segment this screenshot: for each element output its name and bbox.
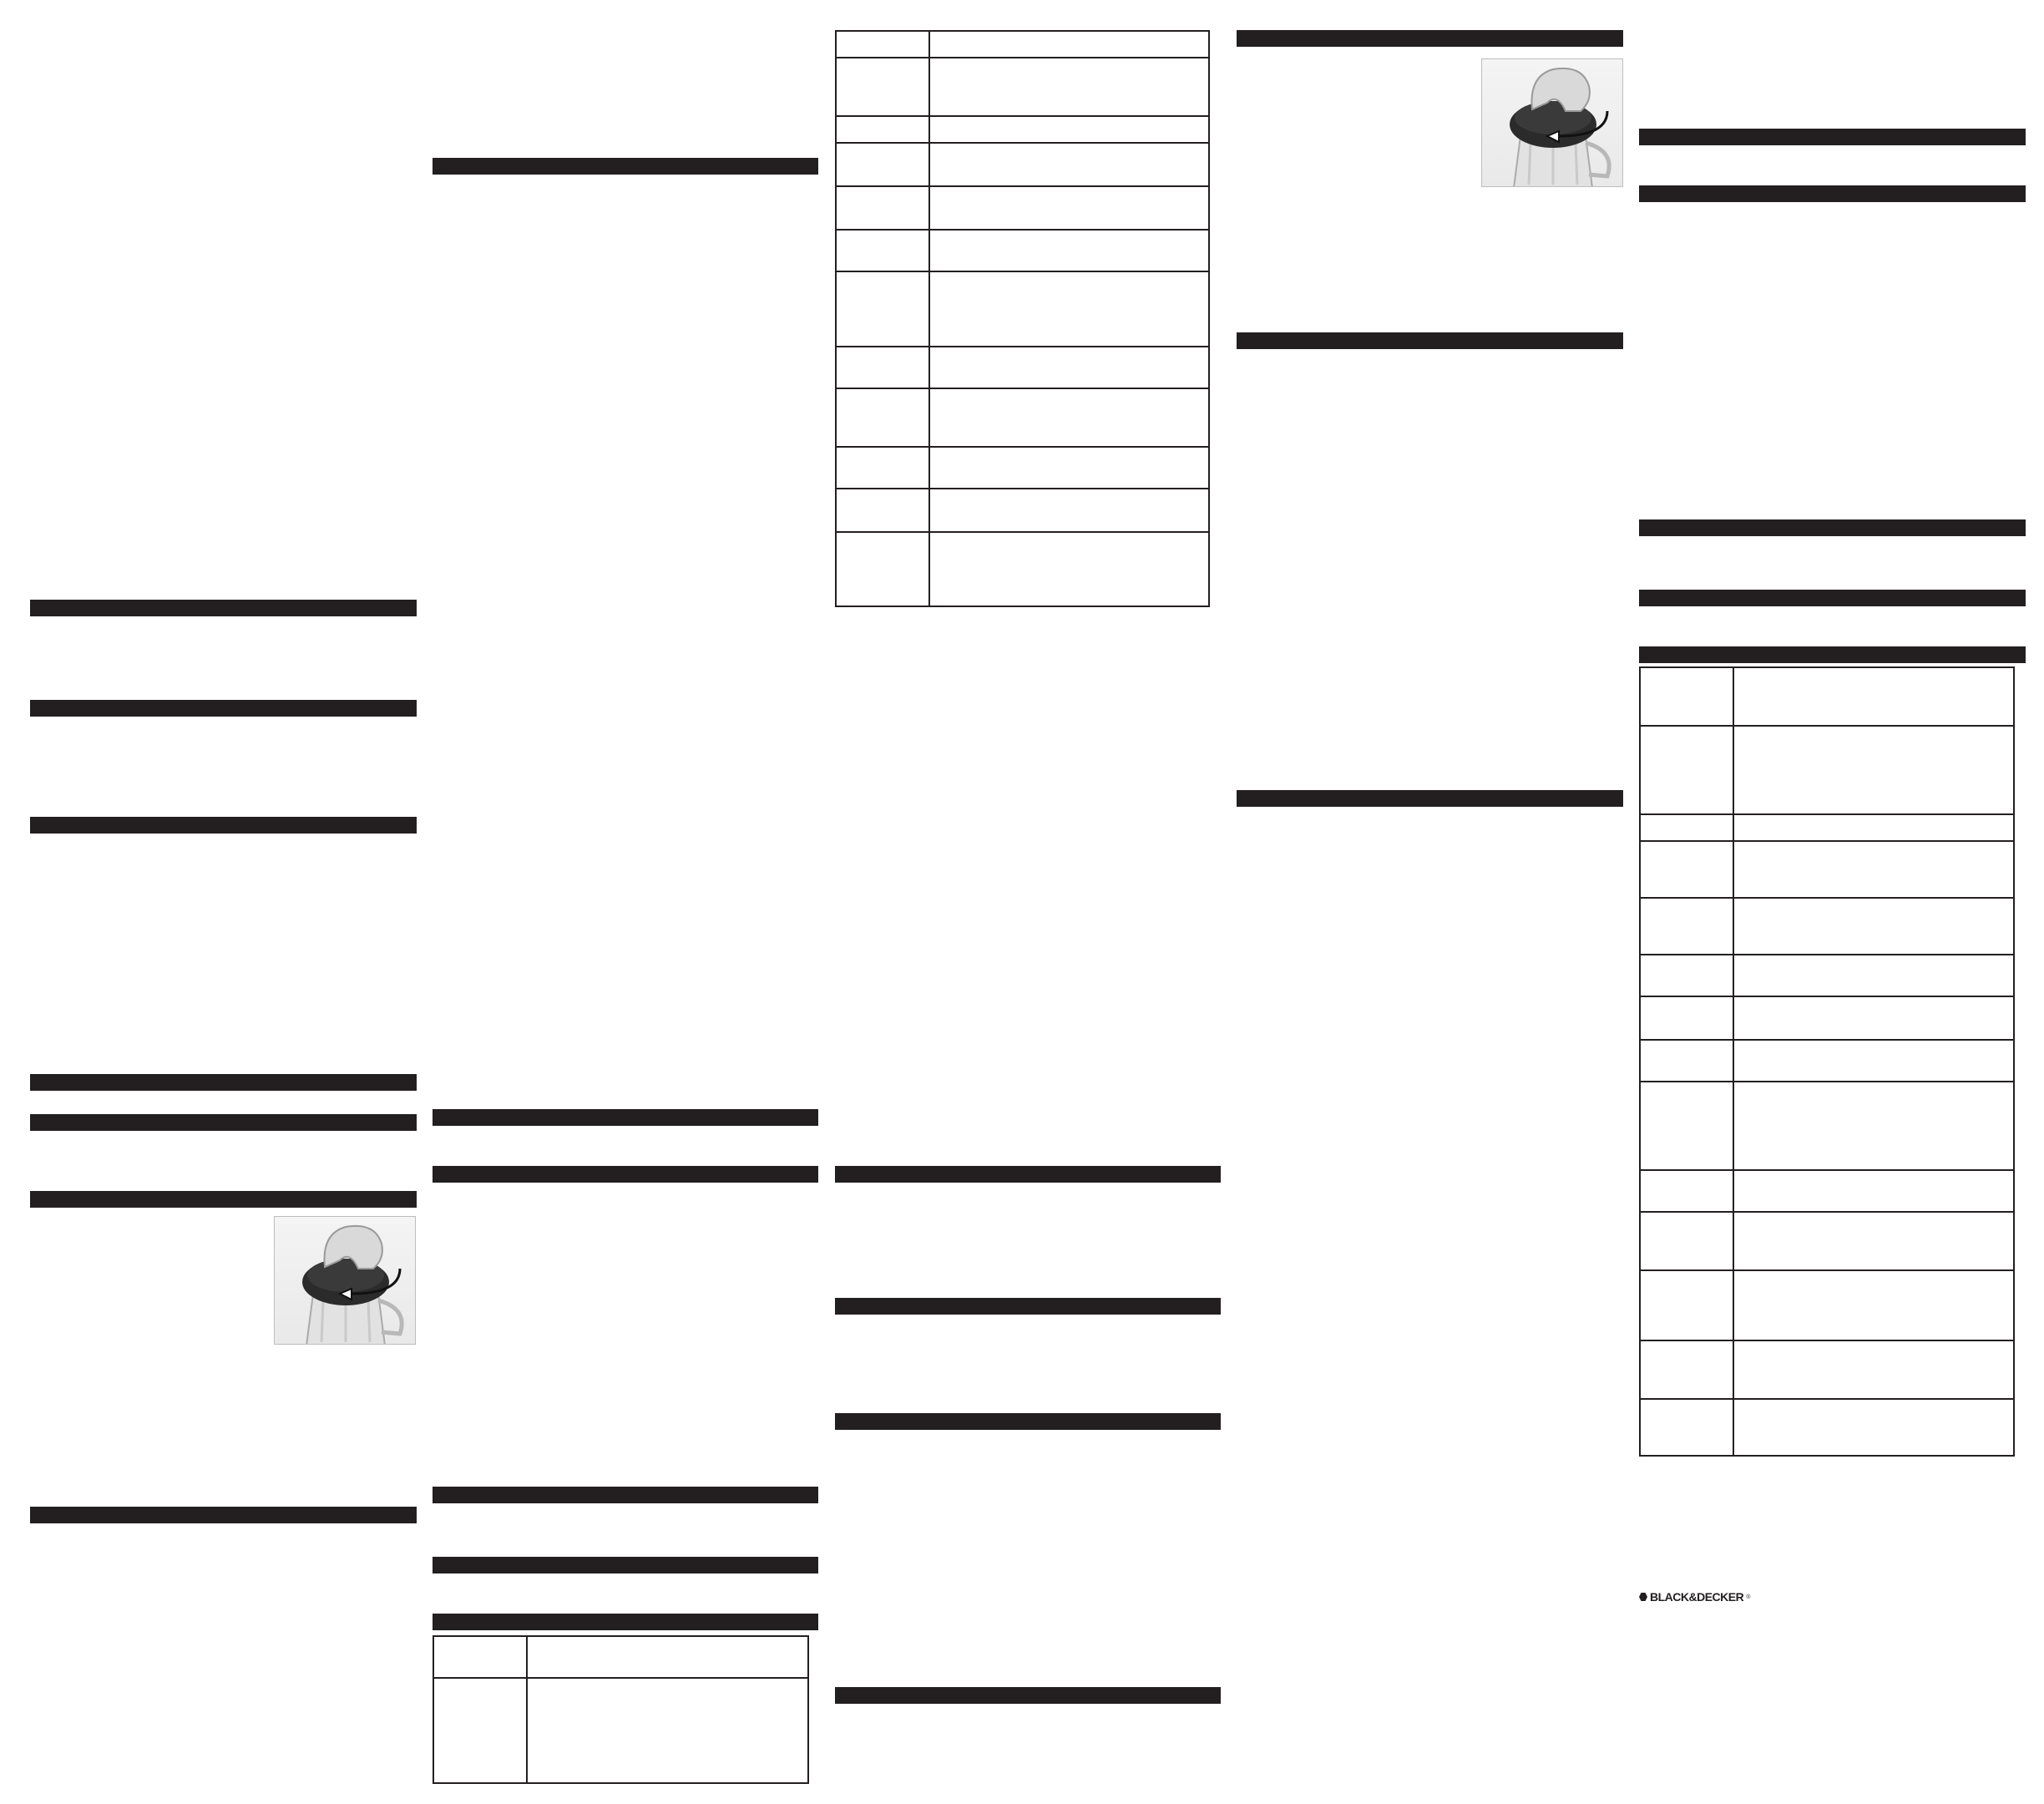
table-row-divider [837,346,1208,347]
section-header-bar [433,1557,818,1573]
section-header-bar [1237,332,1623,349]
table-row-divider [1641,996,2013,997]
table-row-divider [837,446,1208,448]
section-header-bar [835,1166,1221,1183]
section-header-bar [30,600,417,616]
table-row-divider [1641,954,2013,955]
cap-removal-photo [1481,58,1623,187]
cap-removal-photo [274,1216,416,1345]
section-header-bar [30,1507,417,1523]
table-row-divider [1641,1398,2013,1400]
section-header-bar [1639,129,2026,145]
section-header-bar [1639,590,2026,606]
table-row-divider [1641,1211,2013,1213]
table-row-divider [837,229,1208,231]
section-header-bar [835,1687,1221,1704]
brand-logo-text: BLACK&DECKER [1650,1590,1744,1604]
table-row-divider [837,271,1208,272]
table-row-divider [1641,725,2013,727]
troubleshooting-table [1639,666,2015,1457]
table-column-divider [526,1637,528,1782]
table-row-divider [1641,1340,2013,1341]
section-header-bar [30,700,417,717]
section-header-bar [1639,185,2026,202]
table-row-divider [1641,897,2013,899]
section-header-bar [835,1413,1221,1430]
section-header-bar [30,1114,417,1131]
registered-mark: ® [1746,1594,1750,1600]
section-header-bar [1237,30,1623,47]
cap-removal-illustration [1482,59,1623,187]
section-header-bar [30,1191,417,1208]
table-row-divider [1641,840,2013,842]
table-column-divider [1733,668,1734,1455]
section-header-bar [433,158,818,175]
table-row-divider [434,1677,807,1679]
cap-removal-illustration [275,1217,416,1345]
section-header-bar [30,1074,417,1091]
troubleshooting-table [433,1635,809,1784]
brand-hex-icon [1639,1593,1647,1601]
table-row-divider [837,531,1208,533]
section-header-bar [433,1614,818,1630]
section-header-bar [1639,646,2026,663]
table-row-divider [837,388,1208,389]
table-row-divider [837,488,1208,489]
section-header-bar [1237,790,1623,807]
brand-logo [1639,1590,1750,1604]
section-header-bar [835,1298,1221,1315]
table-row-divider [837,185,1208,187]
table-row-divider [1641,813,2013,815]
table-row-divider [1641,1269,2013,1271]
section-header-bar [433,1109,818,1126]
section-header-bar [433,1487,818,1503]
table-row-divider [1641,1039,2013,1041]
section-header-bar [433,1166,818,1183]
table-row-divider [1641,1081,2013,1082]
table-row-divider [837,142,1208,144]
table-column-divider [928,32,930,606]
section-header-bar [1639,519,2026,536]
table-row-divider [1641,1169,2013,1171]
table-row-divider [837,57,1208,58]
troubleshooting-table [835,30,1210,607]
section-header-bar [30,817,417,834]
table-row-divider [837,115,1208,117]
